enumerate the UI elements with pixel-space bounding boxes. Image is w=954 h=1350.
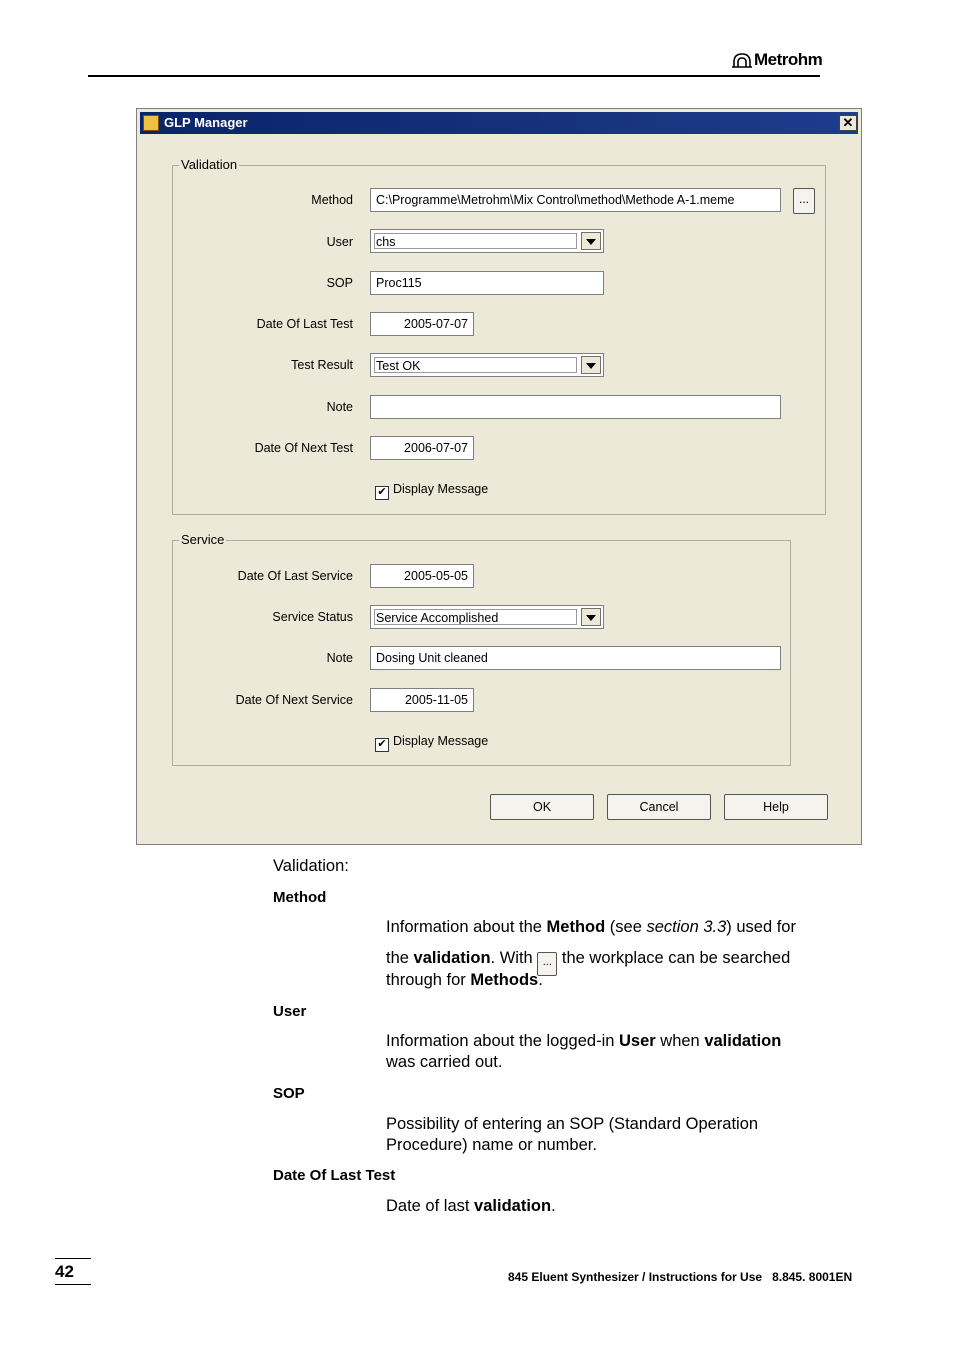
- service-display-message-label: Display Message: [393, 734, 489, 748]
- close-icon: ✕: [842, 115, 854, 130]
- dialog-title: GLP Manager: [164, 115, 248, 130]
- method-description: [386, 917, 826, 938]
- glp-manager-dialog: [136, 108, 862, 845]
- text-run-bold: User: [619, 1032, 656, 1050]
- text-run: .: [538, 971, 543, 989]
- user-select[interactable]: [370, 229, 604, 253]
- brand-logo: [732, 50, 822, 70]
- user-select-value: chs: [374, 233, 577, 249]
- service-status-label: Service Status: [272, 610, 353, 624]
- text-run-bold: validation: [704, 1032, 782, 1050]
- checkbox-checked-icon[interactable]: ✔: [375, 738, 389, 752]
- page-number: 42: [55, 1262, 74, 1281]
- text-run: Date of last: [386, 1197, 475, 1215]
- text-run: when: [655, 1032, 705, 1050]
- text-run-bold: Methods: [470, 971, 539, 989]
- user-description-line2: was carried out.: [386, 1053, 503, 1071]
- intro-text: Validation:: [273, 857, 349, 875]
- cancel-button[interactable]: Cancel: [607, 794, 711, 820]
- header-rule: [88, 75, 820, 77]
- checkbox-checked-icon[interactable]: ✔: [375, 486, 389, 500]
- text-run: Information about the: [386, 918, 547, 936]
- method-term: Method: [273, 889, 327, 906]
- test-result-label: Test Result: [291, 358, 353, 372]
- service-note-label: Note: [326, 651, 353, 665]
- text-run: the: [386, 949, 414, 967]
- text-run: (see: [605, 918, 647, 936]
- method-description-line3: [386, 970, 826, 991]
- test-result-select[interactable]: [370, 353, 604, 377]
- test-result-value: Test OK: [374, 357, 577, 373]
- metrohm-logo-icon: [732, 52, 752, 68]
- ellipsis-icon: ...: [537, 952, 557, 976]
- browse-method-button[interactable]: [793, 188, 815, 214]
- validation-display-message[interactable]: [375, 482, 488, 500]
- service-note-field[interactable]: Dosing Unit cleaned: [370, 646, 781, 670]
- text-run: ) used for: [726, 918, 796, 936]
- validation-group-title: Validation: [181, 157, 238, 172]
- chevron-down-icon[interactable]: [581, 356, 601, 374]
- sop-label: SOP: [326, 276, 353, 290]
- method-label: Method: [311, 193, 353, 207]
- next-test-label: Date Of Next Test: [254, 441, 353, 455]
- last-test-description: [386, 1196, 826, 1217]
- brand-name: Metrohm: [754, 50, 823, 69]
- text-run-bold: validation: [413, 949, 491, 967]
- ok-button[interactable]: OK: [490, 794, 594, 820]
- chevron-down-icon[interactable]: [581, 232, 601, 250]
- sop-term: SOP: [273, 1085, 305, 1102]
- footer-text: 845 Eluent Synthesizer / Instructions for Use 8.845. 8001EN: [508, 1270, 853, 1284]
- ellipsis-icon: ...: [798, 192, 809, 206]
- text-run-italic: section 3.3: [646, 918, 727, 936]
- service-status-select[interactable]: [370, 605, 604, 629]
- text-run: .: [551, 1197, 556, 1215]
- page-number-rule-bottom: [55, 1284, 91, 1285]
- service-group-title: Service: [181, 532, 225, 547]
- validation-note-field[interactable]: [370, 395, 781, 419]
- text-run: the workplace can be searched: [557, 949, 791, 967]
- last-service-field[interactable]: 2005-05-05: [370, 564, 474, 588]
- chevron-down-icon[interactable]: [581, 608, 601, 626]
- service-status-value: Service Accomplished: [374, 609, 577, 625]
- text-run: . With: [490, 949, 538, 967]
- text-run: Information about the logged-in: [386, 1032, 619, 1050]
- help-button[interactable]: Help: [724, 794, 828, 820]
- user-term: User: [273, 1003, 307, 1020]
- user-label: User: [326, 235, 353, 249]
- next-test-field[interactable]: 2006-07-07: [370, 436, 474, 460]
- service-display-message[interactable]: [375, 734, 488, 752]
- validation-group: [172, 157, 826, 515]
- last-test-label: Date Of Last Test: [256, 317, 353, 331]
- next-service-field[interactable]: 2005-11-05: [370, 688, 474, 712]
- sop-field[interactable]: Proc115: [370, 271, 604, 295]
- page-number-rule-top: [55, 1258, 91, 1259]
- dialog-titlebar[interactable]: [140, 112, 858, 134]
- text-run-bold: Method: [546, 918, 606, 936]
- last-service-label: Date Of Last Service: [237, 569, 353, 583]
- note-label: Note: [326, 400, 353, 414]
- last-test-term: Date Of Last Test: [273, 1167, 396, 1184]
- text-run: through for: [386, 971, 471, 989]
- method-field[interactable]: C:\Programme\Metrohm\Mix Control\method\Methode A-1.meme: [370, 188, 781, 212]
- sop-description-line2: Procedure) name or number.: [386, 1136, 597, 1154]
- close-button[interactable]: [839, 115, 857, 131]
- next-service-label: Date Of Next Service: [235, 693, 353, 707]
- sop-description: Possibility of entering an SOP (Standard Operation: [386, 1115, 759, 1133]
- validation-display-message-label: Display Message: [393, 482, 489, 496]
- user-description: [386, 1031, 826, 1052]
- last-test-field[interactable]: 2005-07-07: [370, 312, 474, 336]
- text-run-bold: validation: [474, 1197, 552, 1215]
- app-icon: [143, 115, 159, 131]
